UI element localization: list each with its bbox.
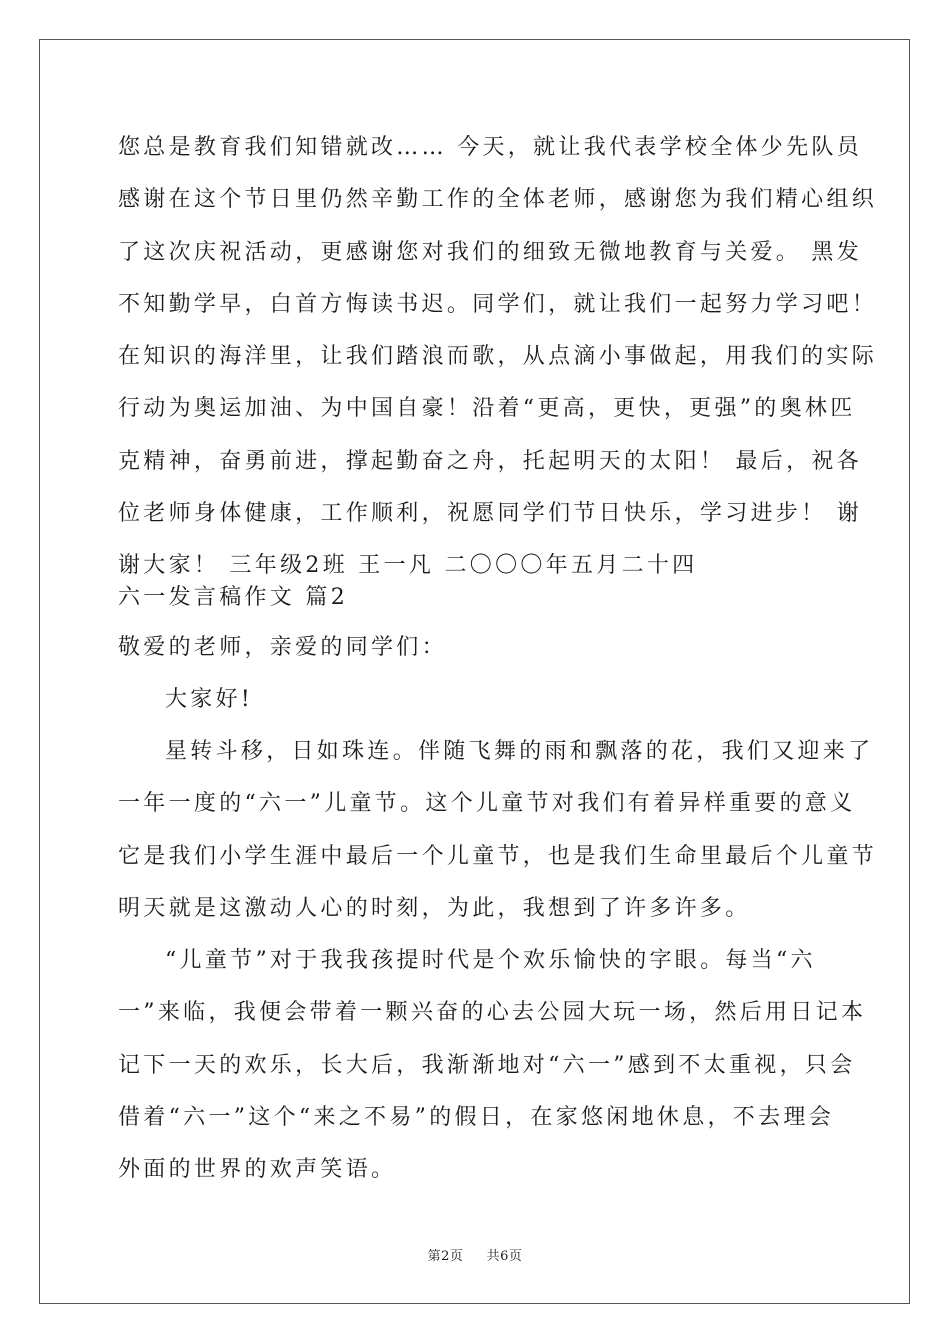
text-line: 星转斗移，日如珠连。伴随飞舞的雨和飘落的花，我们又迎来了 xyxy=(165,739,874,764)
page-footer xyxy=(0,1248,950,1266)
salutation: 敬爱的老师，亲爱的同学们： xyxy=(118,635,447,660)
text-line: 感谢在这个节日里仍然辛勤工作的全体老师，感谢您为我们精心组织 xyxy=(118,187,878,212)
page-number: 第2页 xyxy=(427,1249,464,1264)
section-heading: 六一发言稿作文 篇2 xyxy=(118,585,348,610)
text-line: “儿童节”对于我我孩提时代是个欢乐愉快的字眼。每当“六 xyxy=(165,948,816,973)
text-line: 记下一天的欢乐，长大后，我渐渐地对“六一”感到不太重视，只会 xyxy=(118,1053,856,1078)
text-line: 位老师身体健康，工作顺利，祝愿同学们节日快乐，学习进步！ 谢 xyxy=(118,501,862,526)
greeting: 大家好! xyxy=(165,687,254,712)
text-line: 您总是教育我们知错就改…… 今天，就让我代表学校全体少先队员 xyxy=(118,135,862,160)
text-line: 了这次庆祝活动，更感谢您对我们的细致无微地教育与关爱。 黑发 xyxy=(118,240,862,265)
text-line: 在知识的海洋里，让我们踏浪而歌，从点滴小事做起，用我们的实际 xyxy=(118,344,878,369)
text-line: 借着“六一”这个“来之不易”的假日，在家悠闲地休息，不去理会 xyxy=(118,1105,834,1130)
text-line: 不知勤学早，白首方悔读书迟。同学们，就让我们一起努力学习吧！ xyxy=(118,292,878,317)
text-line: 克精神，奋勇前进，撑起勤奋之舟，托起明天的太阳！ 最后，祝各 xyxy=(118,449,862,474)
footer-spacer xyxy=(468,1249,482,1264)
text-line: 谢大家！ 三年级2班 王一凡 二〇〇〇年五月二十四 xyxy=(118,553,698,578)
text-line: 行动为奥运加油、为中国自豪！沿着“更高，更快，更强”的奥林匹 xyxy=(118,396,856,421)
text-line: 一”来临，我便会带着一颗兴奋的心去公园大玩一场，然后用日记本 xyxy=(118,1000,867,1025)
text-line: 它是我们小学生涯中最后一个儿童节，也是我们生命里最后个儿童节 xyxy=(118,844,878,869)
text-line: 明天就是这激动人心的时刻，为此，我想到了许多许多。 xyxy=(118,896,751,921)
text-line: 一年一度的“六一”儿童节。这个儿童节对我们有着异样重要的意义 xyxy=(118,791,856,816)
text-line: 外面的世界的欢声笑语。 xyxy=(118,1157,397,1182)
page-total: 共6页 xyxy=(486,1249,523,1264)
